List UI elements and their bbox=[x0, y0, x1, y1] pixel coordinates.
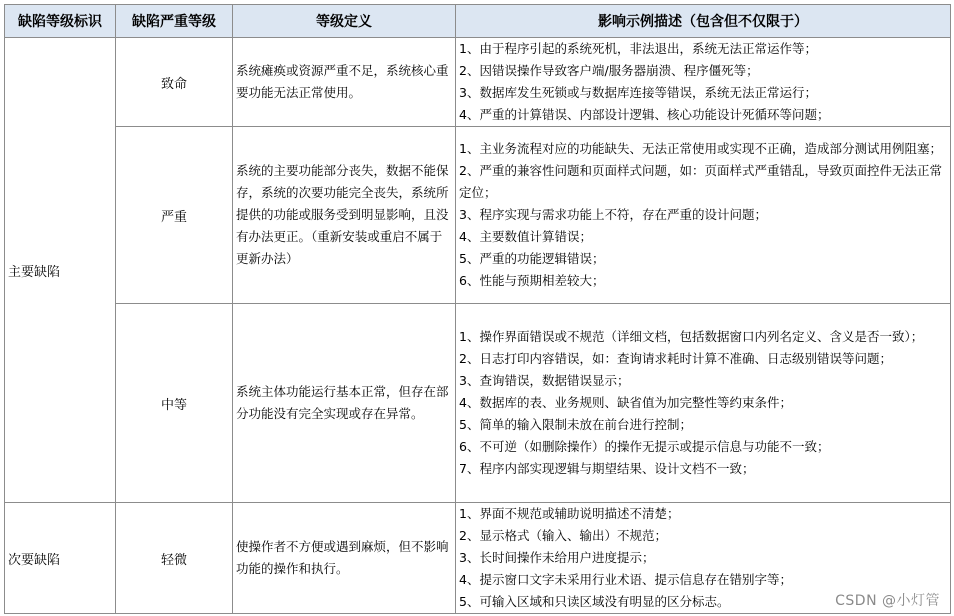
example-item: 5、简单的输入限制未放在前台进行控制； bbox=[459, 417, 692, 432]
header-examples: 影响示例描述（包含但不仅限于） bbox=[456, 5, 951, 38]
example-item: 3、长时间操作未给用户进度提示； bbox=[459, 550, 655, 565]
example-item: 2、因错误操作导致客户端/服务器崩溃、程序僵死等； bbox=[459, 63, 759, 78]
example-item: 4、主要数值计算错误； bbox=[459, 229, 592, 244]
class-major: 主要缺陷 bbox=[5, 38, 116, 503]
example-item: 4、严重的计算错误、内部设计逻辑、核心功能设计死循环等问题； bbox=[459, 107, 830, 122]
header-definition: 等级定义 bbox=[233, 5, 456, 38]
defect-severity-table bbox=[4, 4, 951, 614]
example-item: 2、日志打印内容错误，如：查询请求耗时计算不准确、日志级别错误等问题； bbox=[459, 351, 892, 366]
definition-medium: 系统主体功能运行基本正常，但存在部分功能没有完全实现或存在异常。 bbox=[233, 304, 456, 503]
class-minor: 次要缺陷 bbox=[5, 503, 116, 614]
table-row bbox=[5, 127, 951, 304]
table-row bbox=[5, 503, 951, 614]
severity-minor: 轻微 bbox=[116, 503, 233, 614]
examples-fatal bbox=[456, 38, 951, 127]
example-item: 6、性能与预期相差较大； bbox=[459, 273, 605, 288]
definition-serious: 系统的主要功能部分丧失，数据不能保存，系统的次要功能完全丧失，系统所提供的功能或服务受到明显影响，且没有办法更正。（重新安装或重启不属于更新办法） bbox=[233, 127, 456, 304]
watermark: CSDN @小灯管 bbox=[835, 593, 940, 609]
example-item: 1、界面不规范或辅助说明描述不清楚； bbox=[459, 506, 680, 521]
example-item: 3、查询错误，数据错误显示； bbox=[459, 373, 630, 388]
examples-medium bbox=[456, 304, 951, 503]
header-row bbox=[5, 5, 951, 38]
table-row bbox=[5, 38, 951, 127]
example-item: 3、程序实现与需求功能上不符，存在严重的设计问题； bbox=[459, 207, 767, 222]
example-item: 7、程序内部实现逻辑与期望结果、设计文档不一致； bbox=[459, 461, 755, 476]
example-item: 5、严重的功能逻辑错误； bbox=[459, 251, 605, 266]
severity-fatal: 致命 bbox=[116, 38, 233, 127]
example-item: 6、不可逆（如删除操作）的操作无提示或提示信息与功能不一致； bbox=[459, 439, 830, 454]
example-item: 4、数据库的表、业务规则、缺省值为加完整性等约束条件； bbox=[459, 395, 792, 410]
example-item: 2、显示格式（输入、输出）不规范； bbox=[459, 528, 667, 543]
severity-serious: 严重 bbox=[116, 127, 233, 304]
severity-medium: 中等 bbox=[116, 304, 233, 503]
defect-table-container bbox=[4, 4, 951, 614]
examples-serious bbox=[456, 127, 951, 304]
header-class: 缺陷等级标识 bbox=[5, 5, 116, 38]
example-item: 4、提示窗口文字未采用行业术语、提示信息存在错别字等； bbox=[459, 572, 792, 587]
example-item: 5、可输入区域和只读区域没有明显的区分标志。 bbox=[459, 594, 730, 609]
definition-minor: 使操作者不方便或遇到麻烦，但不影响功能的操作和执行。 bbox=[233, 503, 456, 614]
example-item: 1、主业务流程对应的功能缺失、无法正常使用或实现不正确，造成部分测试用例阻塞； bbox=[459, 141, 942, 156]
example-item: 3、数据库发生死锁或与数据库连接等错误，系统无法正常运行； bbox=[459, 85, 817, 100]
definition-fatal: 系统瘫痪或资源严重不足，系统核心重要功能无法正常使用。 bbox=[233, 38, 456, 127]
table-row bbox=[5, 304, 951, 503]
example-item: 2、严重的兼容性问题和页面样式问题，如：页面样式严重错乱，导致页面控件无法正常定位； bbox=[459, 163, 942, 200]
example-item: 1、操作界面错误或不规范（详细文档，包括数据窗口内列名定义、含义是否一致）； bbox=[459, 329, 924, 344]
header-severity: 缺陷严重等级 bbox=[116, 5, 233, 38]
example-item: 1、由于程序引起的系统死机，非法退出，系统无法正常运作等； bbox=[459, 41, 817, 56]
